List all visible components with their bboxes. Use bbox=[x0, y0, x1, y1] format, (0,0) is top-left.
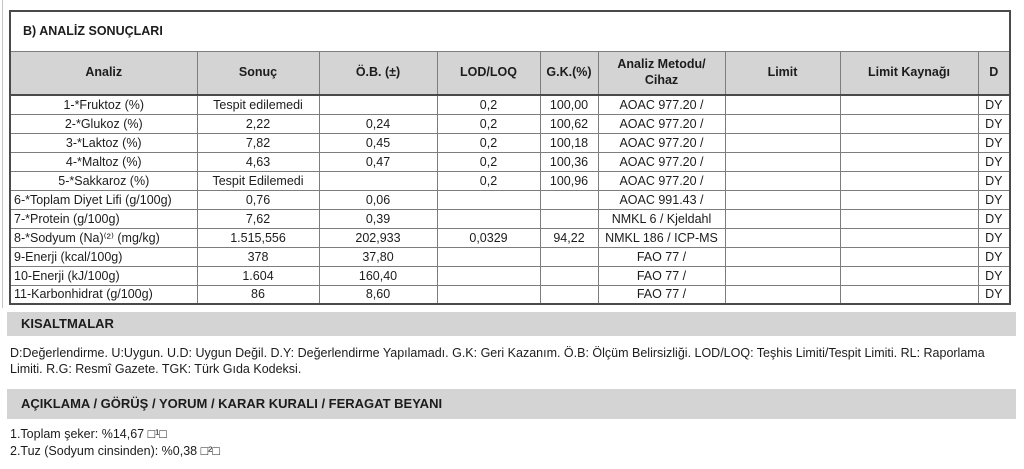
cell-limit bbox=[725, 209, 840, 228]
remarks-list bbox=[10, 426, 1016, 459]
cell-limit-kaynagi bbox=[840, 171, 978, 190]
cell-limit bbox=[725, 266, 840, 285]
cell-limit-kaynagi bbox=[840, 133, 978, 152]
remark-line: 1.Toplam şeker: %14,67 □¹□ bbox=[10, 427, 167, 441]
cell-metod: AOAC 977.20 / bbox=[598, 95, 725, 114]
abbreviations-heading-bar bbox=[7, 312, 1016, 336]
cell-ob: 37,80 bbox=[319, 247, 437, 266]
cell-lodloq: 0,0329 bbox=[437, 228, 540, 247]
cell-limit bbox=[725, 171, 840, 190]
cell-analiz: 2-*Glukoz (%) bbox=[10, 114, 197, 133]
cell-ob: 0,06 bbox=[319, 190, 437, 209]
remarks-heading-bar bbox=[7, 389, 1016, 419]
cell-ob: 0,24 bbox=[319, 114, 437, 133]
cell-sonuc: 1.604 bbox=[197, 266, 319, 285]
cell-d: DY bbox=[978, 266, 1010, 285]
cell-gk: 100,18 bbox=[540, 133, 598, 152]
col-header-d: D bbox=[978, 51, 1010, 95]
cell-limit-kaynagi bbox=[840, 228, 978, 247]
cell-sonuc: 7,62 bbox=[197, 209, 319, 228]
cell-analiz: 7-*Protein (g/100g) bbox=[10, 209, 197, 228]
cell-metod: AOAC 977.20 / bbox=[598, 114, 725, 133]
cell-limit bbox=[725, 133, 840, 152]
cell-sonuc: 2,22 bbox=[197, 114, 319, 133]
cell-lodloq: 0,2 bbox=[437, 95, 540, 114]
cell-gk bbox=[540, 190, 598, 209]
cell-metod: AOAC 977.20 / bbox=[598, 133, 725, 152]
cell-ob: 0,39 bbox=[319, 209, 437, 228]
table-row bbox=[10, 114, 1010, 133]
cell-analiz: 1-*Fruktoz (%) bbox=[10, 95, 197, 114]
table-header-row bbox=[10, 51, 1010, 95]
cell-analiz: 9-Enerji (kcal/100g) bbox=[10, 247, 197, 266]
cell-limit-kaynagi bbox=[840, 190, 978, 209]
table-body bbox=[10, 95, 1010, 304]
cell-metod: AOAC 991.43 / bbox=[598, 190, 725, 209]
cell-gk: 94,22 bbox=[540, 228, 598, 247]
cell-analiz: 6-*Toplam Diyet Lifi (g/100g) bbox=[10, 190, 197, 209]
cell-lodloq: 0,2 bbox=[437, 171, 540, 190]
cell-metod: FAO 77 / bbox=[598, 266, 725, 285]
section-title: B) ANALİZ SONUÇLARI bbox=[10, 11, 1010, 51]
cell-analiz: 4-*Maltoz (%) bbox=[10, 152, 197, 171]
cell-sonuc: 0,76 bbox=[197, 190, 319, 209]
remarks-heading: AÇIKLAMA / GÖRÜŞ / YORUM / KARAR KURALI / FERAGAT BEYANI bbox=[21, 396, 443, 411]
cell-d: DY bbox=[978, 190, 1010, 209]
table-row bbox=[10, 171, 1010, 190]
table-row bbox=[10, 285, 1010, 304]
abbreviations-heading: KISALTMALAR bbox=[21, 316, 114, 331]
cell-limit-kaynagi bbox=[840, 114, 978, 133]
cell-ob: 8,60 bbox=[319, 285, 437, 304]
cell-gk bbox=[540, 209, 598, 228]
cell-limit-kaynagi bbox=[840, 209, 978, 228]
analysis-results-table bbox=[9, 10, 1011, 305]
col-header-sonuc: Sonuç bbox=[197, 51, 319, 95]
cell-analiz: 11-Karbonhidrat (g/100g) bbox=[10, 285, 197, 304]
cell-d: DY bbox=[978, 152, 1010, 171]
cell-ob: 0,47 bbox=[319, 152, 437, 171]
cell-limit-kaynagi bbox=[840, 247, 978, 266]
cell-d: DY bbox=[978, 228, 1010, 247]
cell-ob: 0,45 bbox=[319, 133, 437, 152]
cell-limit-kaynagi bbox=[840, 152, 978, 171]
cell-d: DY bbox=[978, 171, 1010, 190]
cell-metod: FAO 77 / bbox=[598, 247, 725, 266]
cell-gk bbox=[540, 266, 598, 285]
cell-lodloq bbox=[437, 247, 540, 266]
cell-metod: AOAC 977.20 / bbox=[598, 171, 725, 190]
table-row bbox=[10, 190, 1010, 209]
cell-limit bbox=[725, 228, 840, 247]
cell-gk bbox=[540, 285, 598, 304]
cell-sonuc: 4,63 bbox=[197, 152, 319, 171]
cell-metod: AOAC 977.20 / bbox=[598, 152, 725, 171]
cell-sonuc: 1.515,556 bbox=[197, 228, 319, 247]
cell-limit bbox=[725, 247, 840, 266]
col-header-gk: G.K.(%) bbox=[540, 51, 598, 95]
cell-lodloq: 0,2 bbox=[437, 133, 540, 152]
cell-gk: 100,62 bbox=[540, 114, 598, 133]
cell-d: DY bbox=[978, 114, 1010, 133]
remark-line: 2.Tuz (Sodyum cinsinden): %0,38 □²□ bbox=[10, 443, 220, 458]
cell-analiz: 10-Enerji (kJ/100g) bbox=[10, 266, 197, 285]
col-header-analiz: Analiz bbox=[10, 51, 197, 95]
cell-limit-kaynagi bbox=[840, 95, 978, 114]
table-row bbox=[10, 95, 1010, 114]
table-row bbox=[10, 247, 1010, 266]
table-row bbox=[10, 266, 1010, 285]
table-row bbox=[10, 228, 1010, 247]
cell-metod: NMKL 186 / ICP-MS bbox=[598, 228, 725, 247]
cell-d: DY bbox=[978, 247, 1010, 266]
cell-d: DY bbox=[978, 133, 1010, 152]
cell-limit bbox=[725, 152, 840, 171]
cell-sonuc: 378 bbox=[197, 247, 319, 266]
cell-sonuc: Tespit Edilemedi bbox=[197, 171, 319, 190]
cell-limit-kaynagi bbox=[840, 266, 978, 285]
cell-analiz: 8-*Sodyum (Na)⁽²⁾ (mg/kg) bbox=[10, 228, 197, 247]
cell-analiz: 5-*Sakkaroz (%) bbox=[10, 171, 197, 190]
cell-gk bbox=[540, 247, 598, 266]
cell-analiz: 3-*Laktoz (%) bbox=[10, 133, 197, 152]
cell-lodloq bbox=[437, 266, 540, 285]
cell-limit bbox=[725, 114, 840, 133]
cell-d: DY bbox=[978, 209, 1010, 228]
cell-limit-kaynagi bbox=[840, 285, 978, 304]
col-header-limit-kaynagi: Limit Kaynağı bbox=[840, 51, 978, 95]
cell-sonuc: Tespit edilemedi bbox=[197, 95, 319, 114]
cell-d: DY bbox=[978, 285, 1010, 304]
report-content bbox=[7, 10, 1016, 459]
cell-lodloq bbox=[437, 285, 540, 304]
col-header-lodloq: LOD/LOQ bbox=[437, 51, 540, 95]
cell-ob bbox=[319, 171, 437, 190]
cell-ob: 202,933 bbox=[319, 228, 437, 247]
cell-gk: 100,36 bbox=[540, 152, 598, 171]
col-header-limit: Limit bbox=[725, 51, 840, 95]
abbreviations-text: D:Değerlendirme. U:Uygun. U.D: Uygun Değil. D.Y: Değerlendirme Yapılamadı. G.K: Geri Kazanım. Ö.B: Ölçüm Belirsizliği. LOD/LOQ: Teşhis Limiti/Tespit Limiti. RL: Raporlama Limiti. R.G: Resmî Gazete. TGK: Türk Gıda Kodeksi. bbox=[10, 346, 985, 376]
col-header-metod: Analiz Metodu/ Cihaz bbox=[598, 51, 725, 95]
page-edge-line bbox=[2, 0, 3, 308]
cell-limit bbox=[725, 95, 840, 114]
cell-limit bbox=[725, 285, 840, 304]
cell-lodloq bbox=[437, 190, 540, 209]
cell-lodloq: 0,2 bbox=[437, 114, 540, 133]
cell-ob bbox=[319, 95, 437, 114]
cell-lodloq: 0,2 bbox=[437, 152, 540, 171]
table-row bbox=[10, 209, 1010, 228]
cell-sonuc: 7,82 bbox=[197, 133, 319, 152]
cell-lodloq bbox=[437, 209, 540, 228]
table-title-row bbox=[10, 11, 1010, 51]
cell-sonuc: 86 bbox=[197, 285, 319, 304]
cell-d: DY bbox=[978, 95, 1010, 114]
cell-metod: FAO 77 / bbox=[598, 285, 725, 304]
col-header-ob: Ö.B. (±) bbox=[319, 51, 437, 95]
cell-ob: 160,40 bbox=[319, 266, 437, 285]
table-row bbox=[10, 133, 1010, 152]
cell-gk: 100,00 bbox=[540, 95, 598, 114]
cell-metod: NMKL 6 / Kjeldahl bbox=[598, 209, 725, 228]
table-row bbox=[10, 152, 1010, 171]
cell-limit bbox=[725, 190, 840, 209]
cell-gk: 100,96 bbox=[540, 171, 598, 190]
